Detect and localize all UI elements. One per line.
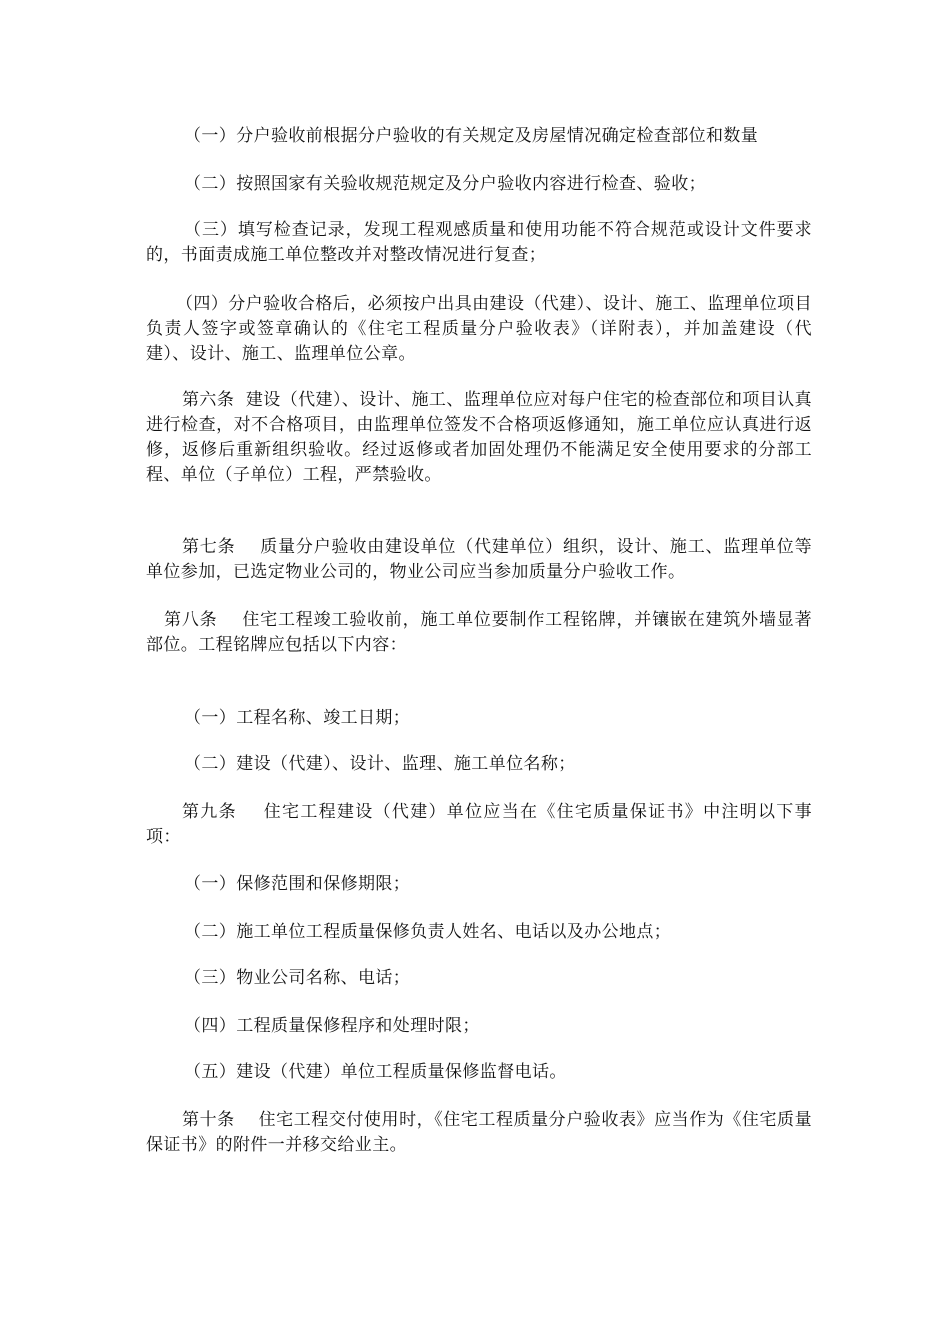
article-9-item-1: （一）保修范围和保修期限； — [184, 874, 411, 894]
paragraph-clause-1: （一）分户验收前根据分户验收的有关规定及房屋情况确定检查部位和数量 — [184, 126, 759, 146]
article-8: 第八条 住宅工程竣工验收前，施工单位要制作工程铭牌，并镶嵌在建筑外墙显著部位。工程铭牌应包括以下内容： — [146, 610, 812, 655]
article-8-item-2: （二）建设（代建）、设计、监理、施工单位名称； — [184, 754, 576, 774]
article-9: 第九条 住宅工程建设（代建）单位应当在《住宅质量保证书》中注明以下事项： — [146, 802, 812, 847]
paragraph-clause-2: （二）按照国家有关验收规范规定及分户验收内容进行检查、验收； — [184, 174, 706, 194]
article-9-item-3: （三）物业公司名称、电话； — [184, 968, 411, 988]
paragraph-clause-3: （三）填写检查记录，发现工程观感质量和使用功能不符合规范或设计文件要求的，书面责成施工单位整改并对整改情况进行复查； — [146, 220, 812, 265]
article-9-item-2: （二）施工单位工程质量保修负责人姓名、电话以及办公地点； — [184, 922, 672, 942]
article-10: 第十条 住宅工程交付使用时，《住宅工程质量分户验收表》应当作为《住宅质量保证书》的附件一并移交给业主。 — [146, 1110, 812, 1155]
article-6: 第六条 建设（代建）、设计、施工、监理单位应对每户住宅的检查部位和项目认真进行检查，对不合格项目，由监理单位签发不合格项返修通知，施工单位应认真进行返修，返修后重新组织验收。经过返修或者加固处理仍不能满足安全使用要求的分部工程、单位（子单位）工程，严禁验收。 — [146, 390, 812, 485]
article-8-item-1: （一）工程名称、竣工日期； — [184, 708, 411, 728]
article-7: 第七条 质量分户验收由建设单位（代建单位）组织，设计、施工、监理单位等单位参加，已选定物业公司的，物业公司应当参加质量分户验收工作。 — [146, 537, 812, 582]
article-9-item-4: （四）工程质量保修程序和处理时限； — [184, 1016, 480, 1036]
paragraph-clause-4: （四）分户验收合格后，必须按户出具由建设（代建）、设计、施工、监理单位项目负责人签字或签章确认的《住宅工程质量分户验收表》（详附表），并加盖建设（代建）、设计、施工、监理单位公章。 — [146, 294, 812, 364]
article-9-item-5: （五）建设（代建）单位工程质量保修监督电话。 — [184, 1062, 567, 1082]
